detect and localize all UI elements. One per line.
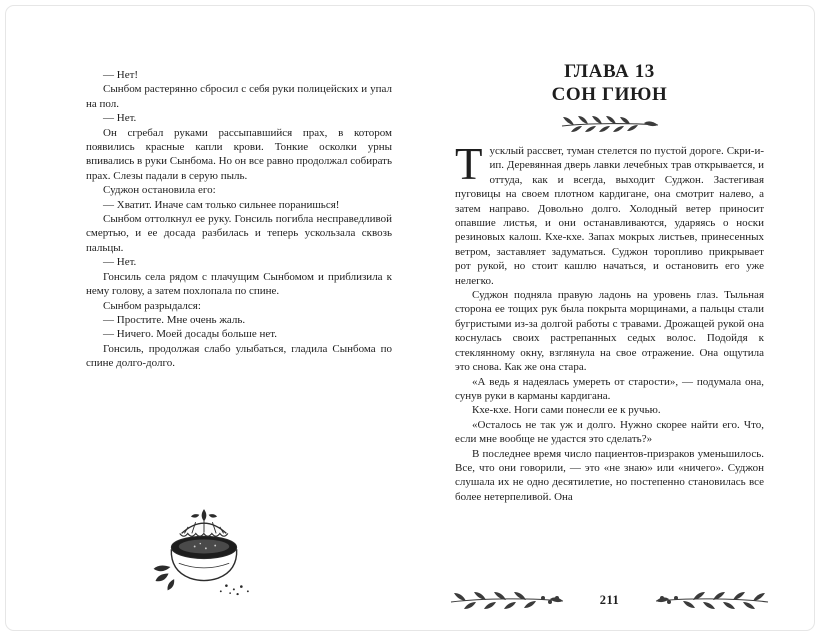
paragraph: В последнее время число пациентов-призраков уменьшилось. Все, что они говорили, — это «не знаю» или «ничего». Суджон слушала их не одно десятилетие, но постепенно становилась все более нетерпеливой. Она [455, 447, 764, 503]
paragraph: — Хватит. Иначе сам только сильнее поранишься! [103, 198, 340, 211]
paragraph: «А ведь я надеялась умереть от старости», — подумала она, сунув руки в карманы кардигана. [455, 375, 764, 402]
paragraph: — Простите. Мне очень жаль. [103, 313, 246, 326]
page-number: 211 [599, 592, 620, 607]
paragraph: — Нет. [103, 256, 137, 269]
paragraph: Гонсиль, продолжая слабо улыбаться, гладила Сынбома по спине долго-долго. [86, 342, 392, 370]
page-footer [448, 590, 771, 610]
chapter-title: СОН ГИЮН [551, 84, 668, 105]
herb-pot-illustration-icon [148, 505, 260, 601]
paragraph: Суджон остановила его: [103, 184, 216, 197]
chapter-label: ГЛАВА 13 [564, 61, 655, 82]
paragraph: «Осталось не так уж и долго. Нужно скорее найти его. Что, если мне вообще не удастся это сделать?» [455, 418, 764, 446]
right-page [455, 60, 764, 504]
paragraph: — Ничего. Моей досады больше нет. [103, 328, 277, 341]
paragraph: Он сгребал руками рассыпавшийся прах, в котором появились красные капли крови. Тонкие осколки урны впивались в руки Сынбома. Но он все равно продолжал собирать прах. Слезы падали в серую пыль. [86, 126, 393, 182]
paragraph: Кхе-кхе. Ноги сами понесли ее к ручью. [472, 404, 661, 417]
paragraph: — Нет. [103, 112, 137, 125]
paragraph: Суджон подняла правую ладонь на уровень глаз. Тыльная сторона ее тощих рук была покрыта морщинами, а пальцы стали бугристыми из-за долгой работы с травами. Дрожащей рукой она коснулась своих растрепанных седых волос. Подойдя к стеклянному окну, взглянула на свое отражение. Она ощутила это снова. Как же она стара. [455, 289, 764, 374]
paragraph [455, 139, 764, 288]
left-page [86, 68, 392, 371]
paragraph: Гонсиль села рядом с плачущим Сынбомом и приблизила к нему голову, а затем похлопала по спине. [86, 270, 392, 298]
paragraph: Сынбом разрыдался: [103, 299, 201, 312]
footer-ornament-right-icon [653, 590, 771, 610]
drop-cap: Т [455, 139, 483, 189]
branch-ornament-icon [455, 115, 764, 133]
paragraph: Сынбом растерянно сбросил с себя руки полицейских и упал на пол. [86, 83, 392, 110]
paragraph: Сынбом оттолкнул ее руку. Гонсиль погибла несправедливой смертью, и ее досада разбилась и теперь ускользала сквозь пальцы. [86, 213, 392, 254]
footer-ornament-left-icon [448, 590, 566, 610]
paragraph-text: усклый рассвет, туман стелется по пустой дороге. Скри-и-ип. Деревянная дверь лавки лечебных трав открывается, и оттуда, как и всегда, выходит Суджон. Застегивая пуговицы на своем плотном кардигане, она смотрит налево, а затем направо. Довольно долго. Холодный ветер приносит опавшие листья, и они останавливаются, ударяясь о носки резиновых калош. Кхе-кхе. Запах мокрых листьев, принесенных ветром, заставляет задуматься. Суджон торопливо прикрывает рот рукой, но стоит кашлю начаться, и остановить его уже нелегко. [455, 145, 764, 287]
paragraph: — Нет! [103, 69, 139, 81]
